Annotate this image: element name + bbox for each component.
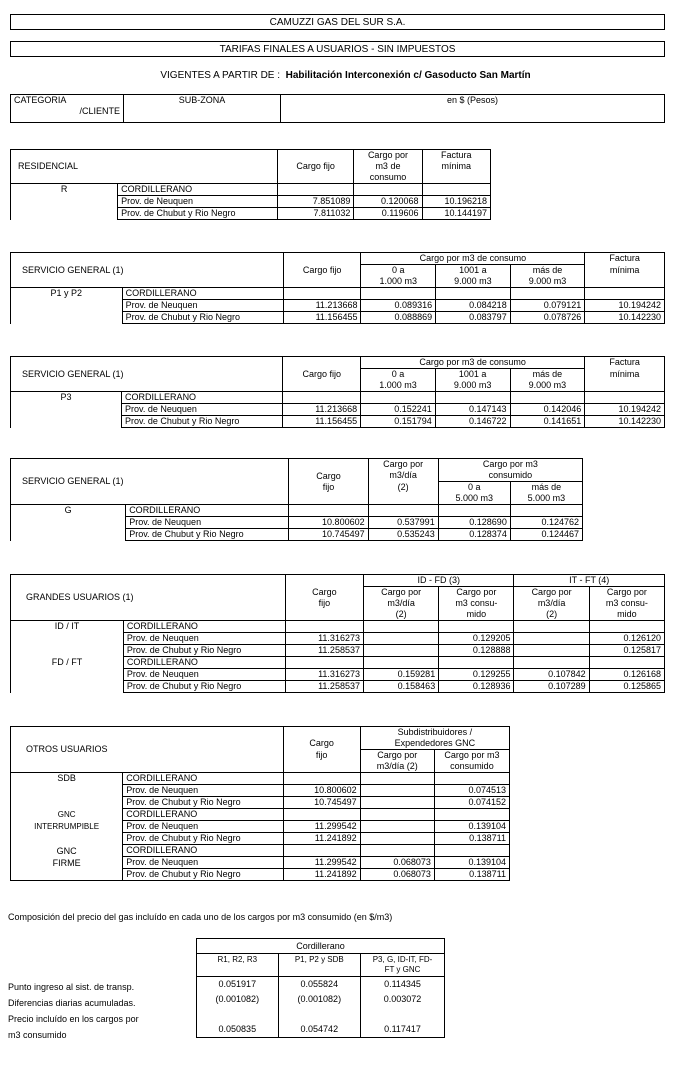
grandes-title-text: GRANDES USUARIOS (1)	[26, 592, 134, 602]
grandes-idfd: ID - FD (3)	[363, 575, 513, 587]
residencial-category: R	[11, 184, 118, 220]
value-cell: 0.138711	[434, 833, 509, 845]
value-cell: 0.079121	[510, 300, 585, 312]
range-label: 1001 a	[436, 265, 511, 277]
sg2-title-text: SERVICIO GENERAL (1)	[22, 368, 124, 379]
row-neuquen: Prov. de Neuquen	[123, 821, 283, 833]
residencial-cargo-fijo: Cargo fijo	[277, 150, 353, 184]
value-cell: 0.146722	[435, 416, 510, 428]
value-cell: 0.074513	[434, 785, 509, 797]
residencial-m3-de: m3 de	[354, 161, 422, 172]
row-neuquen: Prov. de Neuquen	[118, 196, 278, 208]
value-cell: 10.144197	[422, 208, 490, 220]
row-chubut: Prov. de Chubut y Rio Negro	[123, 797, 283, 809]
value-cell: 0.054742	[278, 1022, 360, 1038]
range-label: más de	[510, 265, 585, 277]
sg-p1p2-table	[10, 252, 665, 324]
composicion-col3-line1: P3, G, ID-IT, FD-	[372, 955, 433, 964]
value-cell	[360, 797, 434, 809]
categoria-label: CATEGORIA	[14, 95, 67, 105]
grandes-category-fd: FD / FT	[11, 657, 124, 693]
sg1-title-text: SERVICIO GENERAL (1)	[22, 264, 124, 275]
header-table	[10, 94, 665, 123]
sg3-cargo: Cargo	[289, 459, 368, 482]
value-cell: 0.125817	[589, 645, 664, 657]
range-label: más de	[510, 369, 585, 381]
value-cell: 11.241892	[283, 833, 360, 845]
row-neuquen: Prov. de Neuquen	[123, 785, 283, 797]
value-cell: 11.156455	[283, 416, 361, 428]
value-cell: 0.089316	[361, 300, 436, 312]
value-cell	[360, 785, 434, 797]
range-label: 9.000 m3	[510, 380, 585, 392]
sg3-n2: (2)	[368, 482, 438, 494]
interrumpible-label: INTERRUMPIBLE	[34, 821, 100, 831]
composicion-col1: R1, R2, R3	[197, 954, 279, 977]
value-cell: 0.083797	[436, 312, 511, 324]
sg-g-table	[10, 458, 583, 541]
otros-category-gnc-int	[11, 809, 123, 845]
grandes-m3dia: m3/día	[363, 598, 438, 609]
sg2-cargo-fijo: Cargo fijo	[283, 357, 361, 392]
grandes-title	[11, 575, 286, 621]
value-cell: 0.117417	[361, 1022, 445, 1038]
cliente-label: /CLIENTE	[79, 106, 120, 116]
value-cell: 0.139104	[434, 857, 509, 869]
row-chubut: Prov. de Chubut y Rio Negro	[123, 681, 285, 693]
residencial-minima: mínima	[422, 161, 490, 172]
value-cell: 0.129255	[439, 669, 514, 681]
value-cell: 0.152241	[361, 404, 436, 416]
value-cell: 11.241892	[283, 869, 360, 881]
value-cell: 10.194242	[585, 404, 665, 416]
vigentes-label: VIGENTES A PARTIR DE :	[160, 70, 281, 81]
value-cell: 0.159281	[363, 669, 438, 681]
sg2-factura: Factura	[585, 357, 665, 369]
value-cell: 10.194242	[585, 300, 665, 312]
row-neuquen: Prov. de Neuquen	[123, 857, 283, 869]
value-cell: 0.147143	[435, 404, 510, 416]
row-neuquen: Prov. de Neuquen	[123, 633, 285, 645]
value-cell: 0.068073	[360, 857, 434, 869]
row-chubut: Prov. de Chubut y Rio Negro	[122, 312, 283, 324]
value-cell: 0.128936	[439, 681, 514, 693]
otros-title-text: OTROS USUARIOS	[26, 744, 108, 754]
value-cell: 7.811032	[277, 208, 353, 220]
subzona-cordillerano: CORDILLERANO	[123, 773, 283, 785]
residencial-consumo: consumo	[354, 172, 422, 184]
value-cell: 11.299542	[283, 821, 360, 833]
otros-title	[11, 727, 284, 773]
composicion-col3	[361, 954, 445, 977]
sg1-factura: Factura	[585, 253, 665, 265]
gnc-label: GNC	[56, 845, 77, 856]
value-cell: 0.068073	[360, 869, 434, 881]
value-cell: 0.114345	[361, 977, 445, 993]
value-cell: 10.800602	[289, 517, 368, 529]
company-title	[10, 14, 665, 30]
grandes-n2: (2)	[514, 609, 589, 621]
grandes-category-id: ID / IT	[11, 621, 124, 657]
value-cell: 0.142046	[510, 404, 585, 416]
value-cell: 11.258537	[285, 681, 363, 693]
composicion-note: Composición del precio del gas incluído en cada uno de los cargos por m3 consumido (en $/m3)	[8, 912, 393, 922]
sg1-minima: mínima	[585, 265, 665, 277]
range-label: 0 a	[438, 482, 510, 494]
residencial-factura: Factura	[422, 150, 490, 162]
subzona-cordillerano: CORDILLERANO	[123, 809, 283, 821]
otros-usuarios-table	[10, 726, 510, 881]
subzona-cordillerano: CORDILLERANO	[123, 657, 285, 669]
otros-category-gnc-firme	[11, 845, 123, 881]
otros-category-sdb: SDB	[11, 773, 123, 809]
composicion-row1-label: Punto ingreso al sist. de transp.	[8, 982, 135, 992]
composicion-header: Cordillerano	[197, 939, 445, 954]
otros-consumido: consumido	[434, 761, 509, 773]
sg3-cargo-por: Cargo por	[368, 459, 438, 471]
grandes-m3dia: m3/día	[514, 598, 589, 609]
otros-cargo: Cargo	[283, 738, 360, 750]
vigentes-line	[0, 70, 691, 81]
row-neuquen: Prov. de Neuquen	[122, 404, 283, 416]
row-chubut: Prov. de Chubut y Rio Negro	[126, 529, 289, 541]
row-neuquen: Prov. de Neuquen	[122, 300, 283, 312]
row-chubut: Prov. de Chubut y Rio Negro	[123, 833, 283, 845]
value-cell: 0.126168	[589, 669, 664, 681]
subzona-cordillerano: CORDILLERANO	[123, 845, 283, 857]
grandes-m3consu: m3 consu-	[439, 598, 514, 609]
otros-cargo-por-m3: Cargo por m3	[434, 750, 509, 762]
sg3-title-text: SERVICIO GENERAL (1)	[22, 476, 124, 486]
value-cell: 10.800602	[283, 785, 360, 797]
value-cell: 0.003072	[361, 992, 445, 1007]
value-cell: 11.316273	[285, 633, 363, 645]
value-cell: 0.535243	[368, 529, 438, 541]
value-cell: 11.213668	[283, 300, 361, 312]
range-label: 1001 a	[435, 369, 510, 381]
sg1-category: P1 y P2	[11, 288, 123, 324]
sg1-cargo-m3: Cargo por m3 de consumo	[361, 253, 585, 265]
range-label: 9.000 m3	[510, 276, 585, 288]
row-chubut: Prov. de Chubut y Rio Negro	[122, 416, 283, 428]
range-label: 0 a	[361, 369, 436, 381]
value-cell	[363, 645, 438, 657]
value-cell: 0.124467	[510, 529, 582, 541]
grandes-fijo: fijo	[285, 598, 363, 609]
sg3-cargo-por-m3: Cargo por m3	[438, 459, 582, 471]
range-label: 5.000 m3	[438, 493, 510, 505]
range-label: 1.000 m3	[361, 276, 436, 288]
composicion-row3-label-b: m3 consumido	[8, 1030, 67, 1040]
value-cell: 0.124762	[510, 517, 582, 529]
value-cell: 10.196218	[422, 196, 490, 208]
grandes-mido: mido	[439, 609, 514, 621]
value-cell: 11.299542	[283, 857, 360, 869]
grandes-cargo-por: Cargo por	[514, 587, 589, 599]
composicion-col2: P1, P2 y SDB	[278, 954, 360, 977]
value-cell: 0.051917	[197, 977, 279, 993]
value-cell: 0.088869	[361, 312, 436, 324]
document-title-text: TARIFAS FINALES A USUARIOS - SIN IMPUESTOS	[219, 43, 456, 55]
value-cell: 0.158463	[363, 681, 438, 693]
grandes-mido: mido	[589, 609, 664, 621]
otros-sub2: Expendedores GNC	[360, 738, 509, 750]
value-cell: 10.745497	[283, 797, 360, 809]
row-chubut: Prov. de Chubut y Rio Negro	[123, 869, 283, 881]
otros-m3dia: m3/día (2)	[360, 761, 434, 773]
value-cell: 0.128374	[438, 529, 510, 541]
categoria-cell	[11, 95, 124, 123]
subzona-cordillerano: CORDILLERANO	[122, 392, 283, 404]
value-cell	[360, 821, 434, 833]
value-cell: (0.001082)	[197, 992, 279, 1007]
value-cell: 0.128888	[439, 645, 514, 657]
value-cell: 11.213668	[283, 404, 361, 416]
residencial-title-text: RESIDENCIAL	[18, 161, 79, 171]
composicion-table	[196, 938, 445, 1038]
range-label: 9.000 m3	[435, 380, 510, 392]
value-cell: 0.119606	[354, 208, 422, 220]
value-cell: 11.316273	[285, 669, 363, 681]
sg3-fijo: fijo	[289, 482, 368, 505]
otros-sub1: Subdistribuidores /	[360, 727, 509, 739]
range-label: 9.000 m3	[436, 276, 511, 288]
company-name: CAMUZZI GAS DEL SUR S.A.	[269, 16, 406, 28]
composicion-row3-label-a: Precio incluído en los cargos por	[8, 1014, 139, 1024]
value-cell: 0.074152	[434, 797, 509, 809]
moneda-label: en $ (Pesos)	[281, 95, 665, 123]
subzona-label: SUB-ZONA	[124, 95, 281, 123]
grandes-cargo: Cargo	[285, 587, 363, 599]
value-cell: (0.001082)	[278, 992, 360, 1007]
grandes-itft: IT - FT (4)	[514, 575, 665, 587]
grandes-n2: (2)	[363, 609, 438, 621]
value-cell: 0.128690	[438, 517, 510, 529]
value-cell: 0.125865	[589, 681, 664, 693]
value-cell	[514, 645, 589, 657]
value-cell: 0.126120	[589, 633, 664, 645]
value-cell	[360, 833, 434, 845]
value-cell: 10.142230	[585, 312, 665, 324]
value-cell: 0.141651	[510, 416, 585, 428]
residencial-table	[10, 149, 491, 220]
value-cell	[363, 633, 438, 645]
subzona-cordillerano: CORDILLERANO	[123, 621, 285, 633]
value-cell: 0.151794	[361, 416, 436, 428]
subzona-cordillerano: CORDILLERANO	[118, 184, 278, 196]
value-cell: 0.129205	[439, 633, 514, 645]
value-cell: 11.156455	[283, 312, 361, 324]
grandes-usuarios-table	[10, 574, 665, 693]
grandes-cargo-por: Cargo por	[363, 587, 438, 599]
grandes-cargo-por: Cargo por	[589, 587, 664, 599]
subzona-cordillerano: CORDILLERANO	[122, 288, 283, 300]
range-label: más de	[510, 482, 582, 494]
value-cell	[514, 633, 589, 645]
composicion-row2-label: Diferencias diarias acumuladas.	[8, 998, 136, 1008]
sg1-title	[11, 253, 284, 288]
gnc-label: GNC	[57, 809, 76, 819]
value-cell: 0.055824	[278, 977, 360, 993]
residencial-title	[11, 150, 278, 184]
sg2-cargo-m3: Cargo por m3 de consumo	[361, 357, 585, 369]
sg2-minima: mínima	[585, 369, 665, 381]
value-cell: 7.851089	[277, 196, 353, 208]
grandes-m3consu: m3 consu-	[589, 598, 664, 609]
range-label: 1.000 m3	[361, 380, 436, 392]
range-label: 0 a	[361, 265, 436, 277]
value-cell: 10.745497	[289, 529, 368, 541]
grandes-cargo-por: Cargo por	[439, 587, 514, 599]
otros-fijo: fijo	[283, 750, 360, 762]
sg1-cargo-fijo: Cargo fijo	[283, 253, 361, 288]
value-cell: 0.138711	[434, 869, 509, 881]
composicion-col3-line2: FT y GNC	[384, 965, 421, 974]
sg3-consumido: consumido	[438, 470, 582, 482]
subzona-cordillerano: CORDILLERANO	[126, 505, 289, 517]
sg3-title	[11, 459, 289, 505]
grandes-cargo-blank	[285, 575, 363, 587]
otros-cargo-por: Cargo por	[360, 750, 434, 762]
value-cell: 0.537991	[368, 517, 438, 529]
sg2-category: P3	[11, 392, 122, 428]
value-cell: 10.142230	[585, 416, 665, 428]
value-cell: 11.258537	[285, 645, 363, 657]
sg3-category: G	[11, 505, 126, 541]
value-cell: 0.078726	[510, 312, 585, 324]
value-cell: 0.107842	[514, 669, 589, 681]
document-title	[10, 41, 665, 57]
vigentes-value: Habilitación Interconexión c/ Gasoducto San Martín	[285, 70, 531, 81]
row-neuquen: Prov. de Neuquen	[123, 669, 285, 681]
sg2-title	[11, 357, 283, 392]
value-cell: 0.120068	[354, 196, 422, 208]
row-neuquen: Prov. de Neuquen	[126, 517, 289, 529]
value-cell: 0.139104	[434, 821, 509, 833]
residencial-cargo-por: Cargo por	[354, 150, 422, 162]
value-cell: 0.107289	[514, 681, 589, 693]
row-chubut: Prov. de Chubut y Rio Negro	[123, 645, 285, 657]
value-cell: 0.084218	[436, 300, 511, 312]
sg-p3-table	[10, 356, 665, 428]
range-label: 5.000 m3	[510, 493, 582, 505]
sg3-m3dia: m3/día	[368, 470, 438, 482]
value-cell: 0.050835	[197, 1022, 279, 1038]
firme-label: FIRME	[52, 857, 81, 868]
row-chubut: Prov. de Chubut y Rio Negro	[118, 208, 278, 220]
